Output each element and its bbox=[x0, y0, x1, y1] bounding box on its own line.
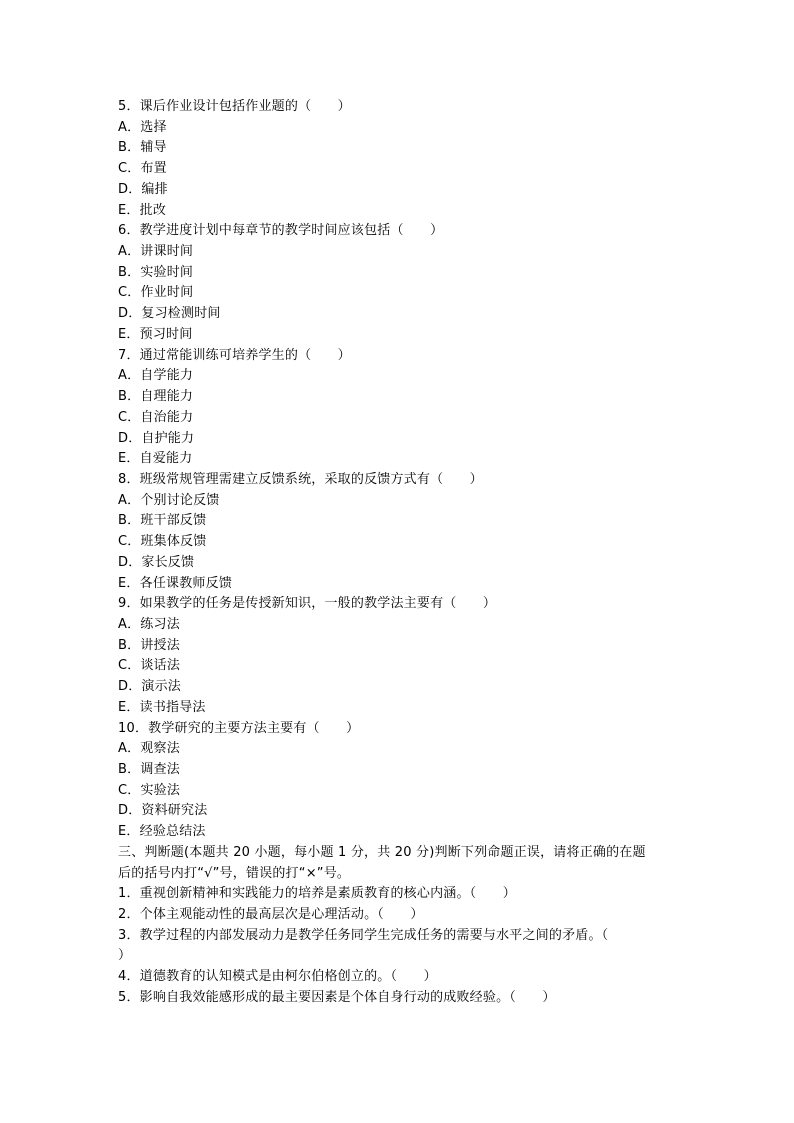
judgment-item-3-cont: ） bbox=[118, 948, 132, 964]
option-9e: E．读书指导法 bbox=[118, 699, 206, 715]
question-5: 5．课后作业设计包括作业题的（ ） bbox=[118, 99, 351, 114]
question-8: 8．班级常规管理需建立反馈系统，采取的反馈方式有（ ） bbox=[118, 471, 483, 487]
judgment-item-4: 4．道德教育的认知模式是由柯尔伯格创立的。（ ） bbox=[118, 969, 437, 985]
option-5d: D．编排 bbox=[118, 181, 168, 197]
option-7e: E．自爱能力 bbox=[118, 451, 193, 467]
option-10a: A．观察法 bbox=[118, 741, 180, 757]
option-7c: C．自治能力 bbox=[118, 409, 194, 425]
option-9c: C．谈话法 bbox=[118, 658, 181, 674]
question-9: 9．如果教学的任务是传授新知识，一般的教学法主要有（ ） bbox=[118, 596, 497, 612]
question-10: 10．教学研究的主要方法主要有（ ） bbox=[118, 720, 360, 736]
option-7d: D．自护能力 bbox=[118, 430, 195, 446]
option-5b: B．辅导 bbox=[118, 140, 167, 156]
option-10b: B．调查法 bbox=[118, 762, 180, 777]
option-9a: A．练习法 bbox=[118, 616, 180, 632]
option-8c: C．班集体反馈 bbox=[118, 534, 207, 550]
option-8b: B．班干部反馈 bbox=[118, 513, 207, 529]
option-8d: D．家长反馈 bbox=[118, 554, 195, 570]
document-page bbox=[118, 97, 678, 1009]
option-6a: A．讲课时间 bbox=[118, 244, 194, 260]
judgment-item-5: 5．影响自我效能感形成的最主要因素是个体自身行动的成败经验。（ ） bbox=[118, 989, 556, 1005]
option-9b: B．讲授法 bbox=[118, 637, 180, 653]
option-5a: A．选择 bbox=[118, 119, 167, 135]
option-9d: D．演示法 bbox=[118, 679, 182, 695]
option-5c: C．布置 bbox=[118, 161, 167, 177]
judgment-item-2: 2．个体主观能动性的最高层次是心理活动。（ ） bbox=[118, 907, 424, 923]
option-6b: B．实验时间 bbox=[118, 264, 194, 280]
option-10d: D．资料研究法 bbox=[118, 803, 208, 819]
option-6e: E．预习时间 bbox=[118, 326, 193, 342]
option-8e: E．各任课教师反馈 bbox=[118, 575, 233, 591]
option-6d: D．复习检测时间 bbox=[118, 306, 221, 322]
option-10c: C．实验法 bbox=[118, 782, 181, 798]
section-three-heading: 三、判断题(本题共 20 小题，每小题 1 分，共 20 分)判断下列命题正误，请将正确的在题 bbox=[118, 844, 646, 860]
section-three-heading-cont: 后的括号内打“√”号，错误的打“×”号。 bbox=[118, 865, 351, 881]
option-7a: A．自学能力 bbox=[118, 368, 194, 384]
option-10e: E．经验总结法 bbox=[118, 824, 206, 840]
option-6c: C．作业时间 bbox=[118, 285, 194, 301]
option-7b: B．自理能力 bbox=[118, 389, 194, 405]
question-6: 6．教学进度计划中每章节的教学时间应该包括（ ） bbox=[118, 223, 444, 239]
option-8a: A．个别讨论反馈 bbox=[118, 492, 220, 508]
question-7: 7．通过常能训练可培养学生的（ ） bbox=[118, 347, 351, 363]
judgment-item-1: 1．重视创新精神和实践能力的培养是素质教育的核心内涵。（ ） bbox=[118, 886, 516, 902]
judgment-item-3: 3．教学过程的内部发展动力是教学任务同学生完成任务的需要与水平之间的矛盾。（ bbox=[118, 927, 609, 943]
option-5e: E．批改 bbox=[118, 202, 167, 218]
